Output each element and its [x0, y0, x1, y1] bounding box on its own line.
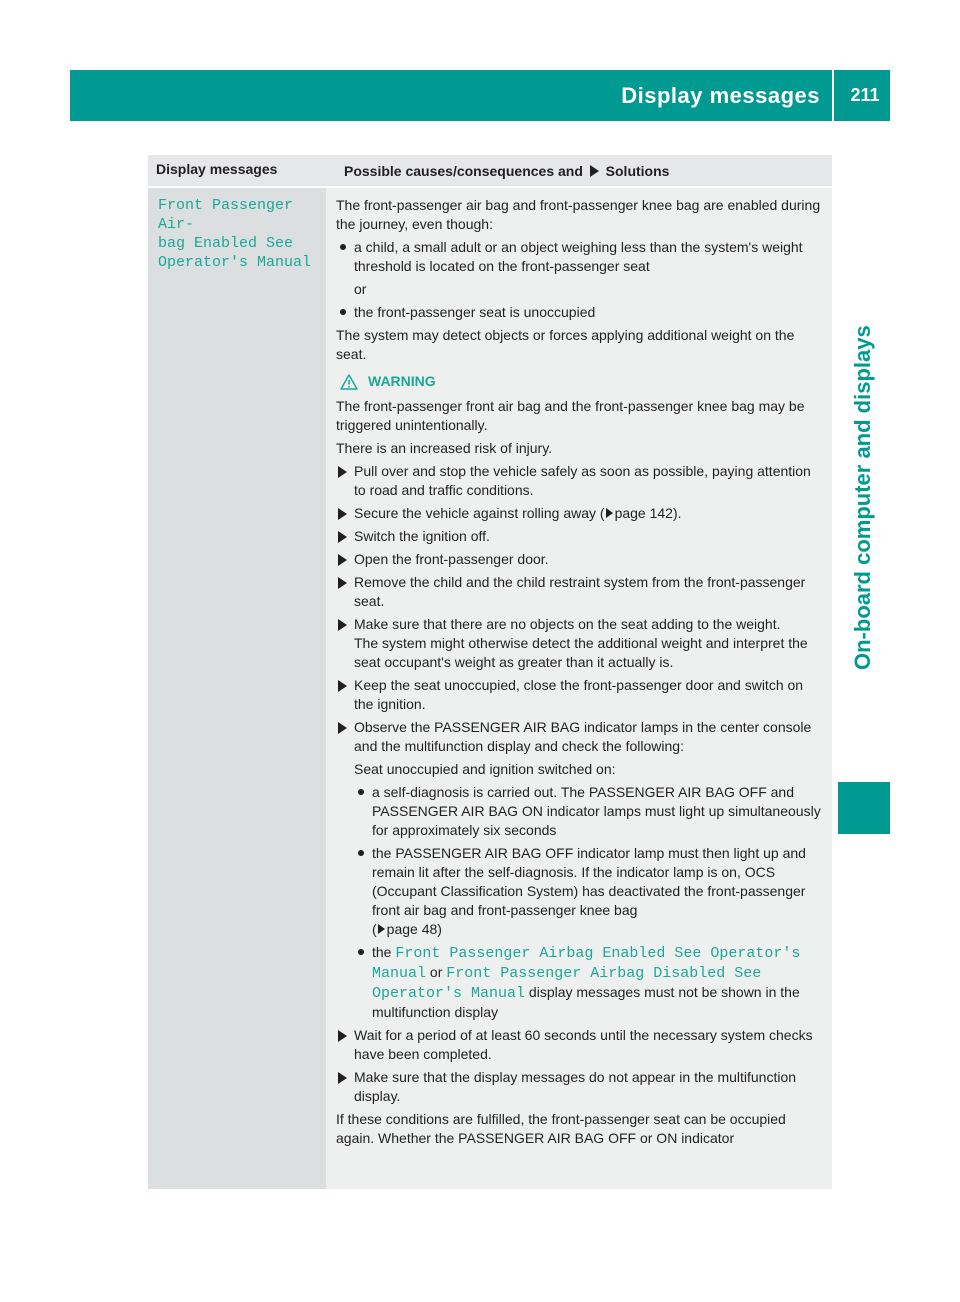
step-arrow-icon — [590, 165, 599, 177]
step-arrow-icon — [338, 722, 347, 734]
list-item: a child, a small adult or an object weighing less than the system's weight threshold is located on the front-passenger seat — [336, 238, 826, 276]
warning-triangle-icon — [340, 374, 358, 390]
header-bar — [70, 70, 890, 121]
step-arrow-icon — [338, 1030, 347, 1042]
step-item: Secure the vehicle against rolling away ( page 142). — [336, 504, 826, 523]
chapter-tab — [838, 140, 890, 700]
list-item: the front-passenger seat is unoccupied — [336, 303, 826, 322]
page-reference[interactable]: page 48 — [386, 921, 438, 937]
display-message: Front Passenger Airbag Enabled See Operator's Manual — [372, 945, 801, 982]
step-arrow-icon — [338, 619, 347, 631]
list-item: the PASSENGER AIR BAG OFF indicator lamp must then light up and remain lit after the self-diagnosis. If the indicator lamp is on, OCS (Occupant Classification System) has deactivated the front-passenger front air bag and front-passenger knee bag ( page 48) — [354, 844, 826, 939]
step-item: Pull over and stop the vehicle safely as soon as possible, paying attention to road and traffic conditions. — [336, 462, 826, 500]
table-row — [148, 186, 832, 1189]
header-divider — [832, 70, 834, 121]
step-item: Wait for a period of at least 60 seconds until the necessary system checks have been completed. — [336, 1026, 826, 1064]
page-ref-arrow-icon — [606, 508, 613, 518]
chapter-tab-label: On-board computer and displays — [850, 325, 875, 670]
step-item: Switch the ignition off. — [336, 527, 826, 546]
seat-text: Seat unoccupied and ignition switched on: — [354, 761, 616, 777]
step-arrow-icon — [338, 577, 347, 589]
step-note: The system might otherwise detect the additional weight and interpret the seat occupant's weight as greater than it actually is. — [354, 635, 808, 670]
list-item: the Front Passenger Airbag Enabled See Operator's Manual or Front Passenger Airbag Disabled See Operator's Manual display messages must not be shown in the multifunction display — [354, 943, 826, 1022]
step-arrow-icon — [338, 680, 347, 692]
or-text: or — [354, 281, 367, 297]
step-item: Keep the seat unoccupied, close the front-passenger door and switch on the ignition. — [336, 676, 826, 714]
table-header — [148, 155, 832, 186]
list-item: a self-diagnosis is carried out. The PASSENGER AIR BAG OFF and PASSENGER AIR BAG ON indicator lamps must light up simultaneously for approximately six seconds — [354, 783, 826, 840]
col-header-solutions: Possible causes/consequences and Solutions — [344, 163, 670, 179]
warning-heading: WARNING — [336, 372, 826, 391]
chapter-marker — [838, 782, 890, 834]
display-message: Front Passenger Airbag Disabled See Operator's Manual — [372, 965, 762, 1002]
display-message: Front Passenger Air‐ bag Enabled See Operator's Manual — [158, 197, 312, 271]
solutions-cell — [326, 188, 832, 1189]
step-item: Observe the PASSENGER AIR BAG indicator lamps in the center console and the multifunction display and check the following: — [336, 718, 826, 756]
step-arrow-icon — [338, 508, 347, 520]
step-arrow-icon — [338, 554, 347, 566]
page-ref-arrow-icon — [378, 924, 385, 934]
warning-text: The front-passenger front air bag and the front-passenger knee bag may be triggered unintentionally. — [336, 398, 805, 433]
page-title: Display messages — [621, 83, 820, 108]
step-arrow-icon — [338, 531, 347, 543]
step-item: Make sure that the display messages do not appear in the multifunction display. — [336, 1068, 826, 1106]
step-item: Open the front-passenger door. — [336, 550, 826, 569]
page-number: 211 — [850, 85, 880, 105]
intro-text: The front-passenger air bag and front-passenger knee bag are enabled during the journey, even though: — [336, 197, 821, 232]
step-arrow-icon — [338, 466, 347, 478]
step-item: Remove the child and the child restraint system from the front-passenger seat. — [336, 573, 826, 611]
display-messages-table — [148, 155, 832, 1189]
step-item: Make sure that there are no objects on the seat adding to the weight. The system might otherwise detect the additional weight and interpret the seat occupant's weight as greater than it actually is. — [336, 615, 826, 672]
page-reference[interactable]: page 142 — [614, 505, 673, 521]
risk-text: There is an increased risk of injury. — [336, 440, 553, 456]
final-text: If these conditions are fulfilled, the front-passenger seat can be occupied again. Whether the PASSENGER AIR BAG OFF or ON indicator — [336, 1111, 786, 1146]
step-arrow-icon — [338, 1072, 347, 1084]
message-cell — [148, 188, 326, 1189]
col-header-messages: Display messages — [156, 161, 278, 177]
detect-text: The system may detect objects or forces applying additional weight on the seat. — [336, 327, 795, 362]
